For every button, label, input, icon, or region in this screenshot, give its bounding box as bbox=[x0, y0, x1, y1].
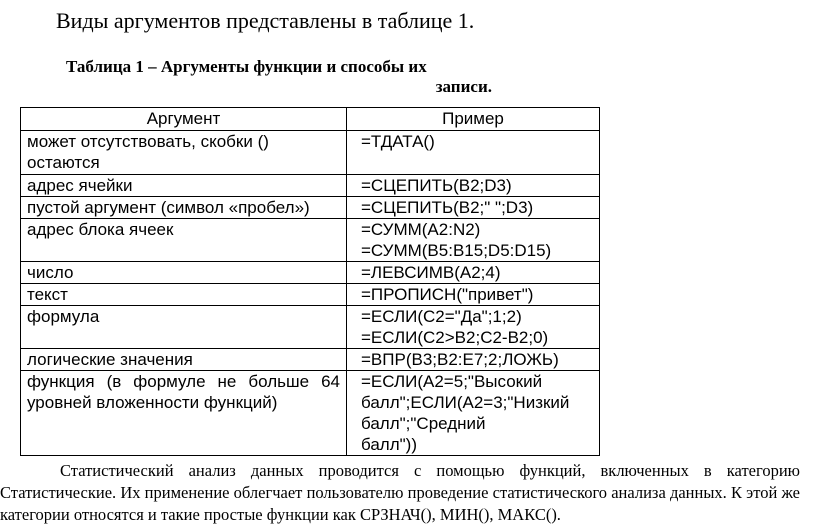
example-line: =ВПР(B3;B2:E7;2;ЛОЖЬ) bbox=[361, 350, 559, 369]
example-line: =ЕСЛИ(A2=5;"Высокий bbox=[361, 372, 543, 391]
example-line: =СЦЕПИТЬ(B2;" ";D3) bbox=[361, 198, 534, 217]
example-cell bbox=[347, 284, 600, 306]
argument-cell: адрес ячейки bbox=[21, 175, 347, 197]
table-row bbox=[21, 262, 600, 284]
example-cell bbox=[347, 131, 600, 175]
table-row bbox=[21, 306, 600, 349]
example-cell bbox=[347, 349, 600, 371]
example-cell bbox=[347, 219, 600, 262]
paragraph-rest: Статистические. Их применение облегчает пользователю проведение статистического анализа данных. К этой же категории относятся и такие простые функции как СРЗНАЧ(), МИН(), МАКС(). bbox=[0, 483, 800, 524]
arguments-table bbox=[20, 107, 600, 456]
example-line: =СЦЕПИТЬ(B2;D3) bbox=[361, 176, 512, 195]
table-caption bbox=[66, 57, 498, 97]
caption-line-2: записи. bbox=[435, 77, 492, 96]
table-row bbox=[21, 371, 600, 456]
table-row bbox=[21, 175, 600, 197]
example-cell bbox=[347, 197, 600, 219]
body-paragraph bbox=[0, 460, 800, 526]
example-line: =ТДАТА() bbox=[361, 132, 435, 151]
table-row bbox=[21, 284, 600, 306]
argument-cell: функция (в формуле не больше 64 уровней вложенности функций) bbox=[21, 371, 347, 456]
argument-cell: число bbox=[21, 262, 347, 284]
table-row bbox=[21, 197, 600, 219]
argument-cell: пустой аргумент (символ «пробел») bbox=[21, 197, 347, 219]
table-row bbox=[21, 349, 600, 371]
example-cell bbox=[347, 175, 600, 197]
paragraph-line-1: Статистический анализ данных проводится с помощью функций, включенных в категорию bbox=[60, 461, 800, 480]
example-line: =ЕСЛИ(C2>B2;C2-B2;0) bbox=[361, 328, 549, 347]
table-header-row bbox=[21, 108, 600, 131]
example-cell bbox=[347, 306, 600, 349]
argument-cell: логические значения bbox=[21, 349, 347, 371]
example-line: балл")) bbox=[361, 435, 417, 454]
example-line: балл";ЕСЛИ(A2=3;"Низкий балл";"Средний bbox=[361, 393, 570, 433]
argument-cell: может отсутствовать, скобки () остаются bbox=[21, 131, 347, 175]
example-line: =СУММ(B5:B15;D5:D15) bbox=[361, 241, 552, 260]
example-cell bbox=[347, 371, 600, 456]
argument-cell: текст bbox=[21, 284, 347, 306]
argument-cell: формула bbox=[21, 306, 347, 349]
caption-line-1: Таблица 1 – Аргументы функции и способы их bbox=[66, 57, 427, 76]
example-cell bbox=[347, 262, 600, 284]
table-row bbox=[21, 219, 600, 262]
example-line: =СУММ(A2:N2) bbox=[361, 220, 481, 239]
intro-text: Виды аргументов представлены в таблице 1. bbox=[56, 8, 475, 33]
example-line: =ЕСЛИ(C2="Да";1;2) bbox=[361, 307, 522, 326]
example-line: =ЛЕВСИМВ(A2;4) bbox=[361, 263, 501, 282]
example-line: =ПРОПИСН("привет") bbox=[361, 285, 534, 304]
header-example: Пример bbox=[347, 108, 600, 131]
table-row bbox=[21, 131, 600, 175]
argument-cell: адрес блока ячеек bbox=[21, 219, 347, 262]
header-argument: Аргумент bbox=[21, 108, 347, 131]
